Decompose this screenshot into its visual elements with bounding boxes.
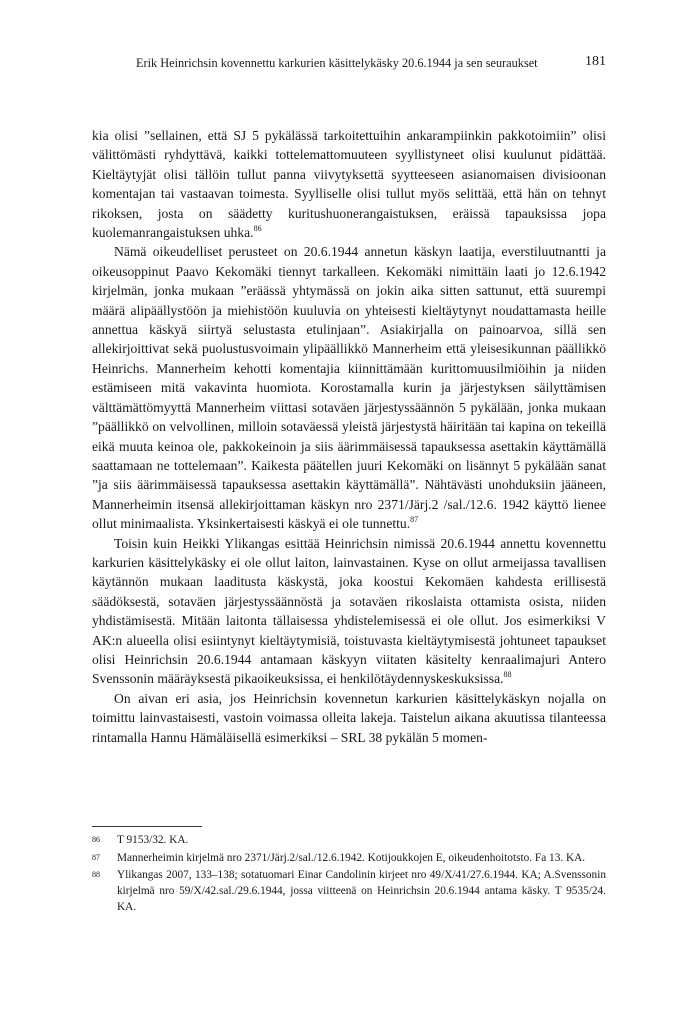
paragraph-text: Toisin kuin Heikki Ylikangas esittää Heinrichsin nimissä 20.6.1944 annettu kovennettu karkurien käsittelykäsky ei ole ollut laiton, lainvastainen. Kyse on ollut armeijassa tavallisen käytännön mukaan laaditusta käskystä, joka koostui Kekomäen kahdesta erillisestä säädöksestä, sotaväen järjestyssäännöstä ja sotaväen rikoslaista ottamista osista, niiden yhdistämisestä. Mitään laitonta tällaisessa yhdistelemisessä ei ole ollut. Jos esimerkiksi V AK:n alueella olisi esiintynyt kieltäytymisiä, toistuvasta kieltäytymisestä johtuneet tapaukset olisi Heinrichsin 20.6.1944 antamaan käskyyn viitaten käsitelty kenraalimajuri Antero Svenssonin määräyksestä pikaoikeuksissa, ei henkilötäydennyskeskuksissa. bbox=[92, 535, 606, 687]
footnote-ref[interactable]: 86 bbox=[253, 223, 262, 233]
footnote-ref[interactable]: 88 bbox=[503, 669, 512, 679]
footnote-number: 87 bbox=[92, 852, 100, 862]
paragraph bbox=[92, 242, 606, 533]
footnote bbox=[92, 833, 606, 849]
footnote-text: Mannerheimin kirjelmä nro 2371/Järj.2/sal./12.6.1942. Kotijoukkojen E, oikeudenhoitotsto. Fa 13. KA. bbox=[117, 851, 586, 864]
footnote-ref[interactable]: 87 bbox=[410, 514, 419, 524]
running-title: Erik Heinrichsin kovennettu karkurien käsittelykäsky 20.6.1944 ja sen seuraukset bbox=[136, 56, 538, 70]
footnote bbox=[92, 851, 606, 867]
footnote-text: T 9153/32. KA. bbox=[117, 834, 189, 846]
paragraph-text: On aivan eri asia, jos Heinrichsin kovennetun karkurien käsittelykäskyn nojalla on toimittu lainvastaisesti, vastoin voimassa olleita lakeja. Taistelun aikana akuutissa tilanteessa rintamalla Hannu Hämäläisellä esimerkiksi – SRL 38 pykälän 5 momen- bbox=[92, 690, 606, 745]
footnote-number: 88 bbox=[92, 870, 100, 880]
footnote-number: 86 bbox=[92, 835, 100, 844]
footnotes bbox=[92, 833, 606, 918]
body-text bbox=[92, 126, 606, 747]
paragraph bbox=[92, 126, 606, 242]
paragraph bbox=[92, 689, 606, 747]
page-number: 181 bbox=[585, 54, 606, 69]
footnote-divider bbox=[92, 826, 202, 827]
footnote bbox=[92, 868, 606, 915]
paragraph-text: kia olisi ”sellainen, että SJ 5 pykälässä tarkoitettuihin ankarampiinkin pakkotoimiin” olisi välittömästi ryhdyttävä, kaikki tottelemattomuuteen syyllistyneet olisi kuulunut pidättää. Kieltäytyjät olisi tällöin tullut panna viivytyksettä syytteeseen asianomaisen divisioonan komentajan tai vastaavan toimesta. Syylliselle olisi tullut myös selittää, että hän on tehnyt rikoksen, josta on säädetty kuritushuonerangaistuksen, eräissä tapauksissa jopa kuolemanrangaistuksen uhka. bbox=[92, 128, 606, 241]
running-header bbox=[92, 55, 606, 73]
paragraph-text: Nämä oikeudelliset perusteet on 20.6.1944 annetun käskyn laatija, everstiluutnantti ja oikeusoppinut Paavo Kekomäki tiennyt tarkalleen. Kekomäki nimittäin laati jo 12.6.1942 kirjelmän, jonka mukaan ”eräässä yhtymässä on jokin aika sitten sattunut, että suurempi määrä alipäällystöön ja miehistöön kuuluvia on yhteisesti kieltäytynyt noudattamasta heille annettua käskyä siirtyä selustasta etulinjaan”. Asiakirjalla on painoarvoa, sillä sen allekirjoittivat sekä puolustusvoimain ylipäällikkö Mannerheim että yleisesikunnan päällikkö Heinrichs. Mannerheim kehotti komentajia kiinnittämään kurittomuusilmiöihin ja niiden estämiseen mitä vakavinta huomiota. Korostamalla kurin ja järjestyksen säilyttämisen välttämättömyyttä Mannerheim viittasi sotaväen järjestyssäännön 5 pykälään, jonka mukaan ”päällikkö on velvollinen, milloin sotaväessä yleistä järjestystä häiritään tai kapina on tekeillä eikä muuta keinoa ole, pakkokeinoin ja siis äärimmäisessä tapauksessa asettakin käyttämällä saattamaan ne tottelemaan”. Kaikesta päätellen juuri Kekomäki on lisännyt 5 pykälään sanat ”ja siis äärimmäisessä tapauksessa asettakin käyttämällä”. Nähtävästi unohduksiin jääneen, Mannerheimin itsensä allekirjoittaman käskyn nro 2371/Järj.2 /sal./12.6. 1942 käyttö lienee ollut minimaalista. Yksinkertaisesti käskyä ei ole tunnettu. bbox=[92, 244, 606, 532]
footnote-text: Ylikangas 2007, 133–138; sotatuomari Einar Candolinin kirjeet nro 49/X/41/27.6.1944. KA; A.Svenssonin kirjelmä nro 59/X/42.sal./29.6.1944, jossa viitteenä on Heinrichsin 20.6.1944 antama käsky. T 9535/24. KA. bbox=[117, 869, 606, 913]
paragraph bbox=[92, 534, 606, 689]
